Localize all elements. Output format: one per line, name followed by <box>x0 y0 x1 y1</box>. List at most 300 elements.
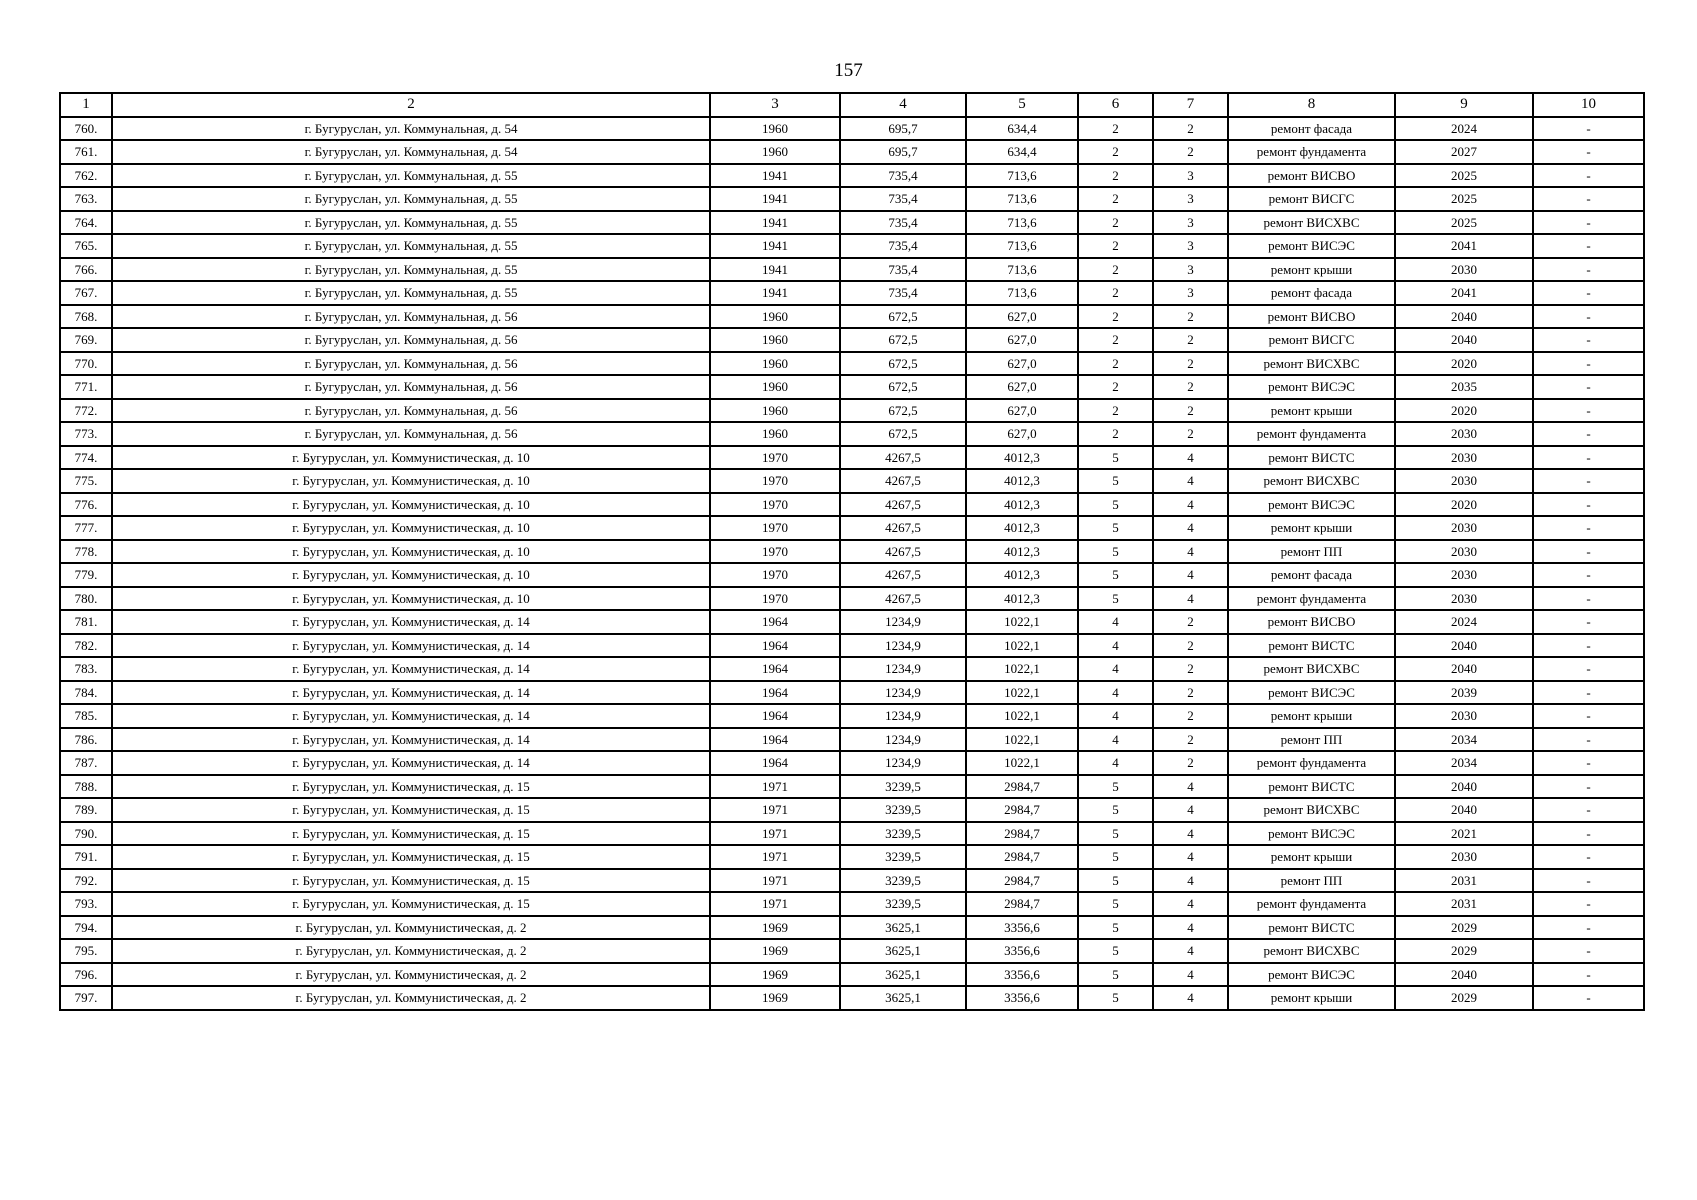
total-area-cell: 672,5 <box>840 375 966 399</box>
address-cell: г. Бугуруслан, ул. Коммунальная, д. 56 <box>112 305 710 329</box>
row-number-cell: 764. <box>60 211 112 235</box>
floors-cell: 4 <box>1078 634 1153 658</box>
row-number-cell: 792. <box>60 869 112 893</box>
entrances-cell: 3 <box>1153 234 1228 258</box>
living-area-cell: 3356,6 <box>966 916 1078 940</box>
address-cell: г. Бугуруслан, ул. Коммунистическая, д. 14 <box>112 728 710 752</box>
planned-year-cell: 2034 <box>1395 728 1533 752</box>
work-type-cell: ремонт фундамента <box>1228 751 1395 775</box>
address-cell: г. Бугуруслан, ул. Коммунистическая, д. 14 <box>112 610 710 634</box>
work-type-cell: ремонт крыши <box>1228 516 1395 540</box>
floors-cell: 4 <box>1078 704 1153 728</box>
planned-year-cell: 2039 <box>1395 681 1533 705</box>
work-type-cell: ремонт крыши <box>1228 845 1395 869</box>
year-cell: 1970 <box>710 493 840 517</box>
living-area-cell: 627,0 <box>966 375 1078 399</box>
year-cell: 1941 <box>710 234 840 258</box>
entrances-cell: 3 <box>1153 258 1228 282</box>
floors-cell: 4 <box>1078 728 1153 752</box>
planned-year-cell: 2021 <box>1395 822 1533 846</box>
work-type-cell: ремонт ВИСГС <box>1228 328 1395 352</box>
table-row <box>60 845 1644 869</box>
address-cell: г. Бугуруслан, ул. Коммунистическая, д. 15 <box>112 798 710 822</box>
planned-year-cell: 2030 <box>1395 563 1533 587</box>
entrances-cell: 4 <box>1153 446 1228 470</box>
table-row <box>60 728 1644 752</box>
work-type-cell: ремонт ВИСВО <box>1228 164 1395 188</box>
living-area-cell: 4012,3 <box>966 540 1078 564</box>
year-cell: 1960 <box>710 140 840 164</box>
living-area-cell: 3356,6 <box>966 939 1078 963</box>
total-area-cell: 672,5 <box>840 352 966 376</box>
floors-cell: 5 <box>1078 516 1153 540</box>
year-cell: 1941 <box>710 258 840 282</box>
table-row <box>60 493 1644 517</box>
living-area-cell: 4012,3 <box>966 516 1078 540</box>
entrances-cell: 4 <box>1153 845 1228 869</box>
year-cell: 1960 <box>710 399 840 423</box>
note-cell: - <box>1533 657 1644 681</box>
planned-year-cell: 2030 <box>1395 258 1533 282</box>
row-number-cell: 785. <box>60 704 112 728</box>
table-row <box>60 869 1644 893</box>
table-row <box>60 775 1644 799</box>
address-cell: г. Бугуруслан, ул. Коммунистическая, д. 2 <box>112 916 710 940</box>
note-cell: - <box>1533 798 1644 822</box>
living-area-cell: 1022,1 <box>966 657 1078 681</box>
year-cell: 1970 <box>710 563 840 587</box>
entrances-cell: 4 <box>1153 587 1228 611</box>
entrances-cell: 4 <box>1153 516 1228 540</box>
living-area-cell: 4012,3 <box>966 563 1078 587</box>
row-number-cell: 784. <box>60 681 112 705</box>
floors-cell: 2 <box>1078 211 1153 235</box>
row-number-cell: 775. <box>60 469 112 493</box>
row-number-cell: 781. <box>60 610 112 634</box>
planned-year-cell: 2029 <box>1395 939 1533 963</box>
row-number-cell: 770. <box>60 352 112 376</box>
living-area-cell: 2984,7 <box>966 775 1078 799</box>
entrances-cell: 2 <box>1153 328 1228 352</box>
entrances-cell: 4 <box>1153 493 1228 517</box>
planned-year-cell: 2041 <box>1395 281 1533 305</box>
note-cell: - <box>1533 775 1644 799</box>
living-area-cell: 713,6 <box>966 281 1078 305</box>
row-number-cell: 777. <box>60 516 112 540</box>
address-cell: г. Бугуруслан, ул. Коммунистическая, д. 2 <box>112 939 710 963</box>
address-cell: г. Бугуруслан, ул. Коммунальная, д. 56 <box>112 375 710 399</box>
address-cell: г. Бугуруслан, ул. Коммунальная, д. 55 <box>112 187 710 211</box>
total-area-cell: 1234,9 <box>840 704 966 728</box>
table-row <box>60 540 1644 564</box>
work-type-cell: ремонт ВИСХВС <box>1228 211 1395 235</box>
entrances-cell: 4 <box>1153 540 1228 564</box>
living-area-cell: 713,6 <box>966 258 1078 282</box>
work-type-cell: ремонт ВИСЭС <box>1228 822 1395 846</box>
year-cell: 1970 <box>710 540 840 564</box>
year-cell: 1964 <box>710 681 840 705</box>
floors-cell: 5 <box>1078 446 1153 470</box>
planned-year-cell: 2034 <box>1395 751 1533 775</box>
note-cell: - <box>1533 869 1644 893</box>
address-cell: г. Бугуруслан, ул. Коммунальная, д. 55 <box>112 258 710 282</box>
total-area-cell: 1234,9 <box>840 681 966 705</box>
address-cell: г. Бугуруслан, ул. Коммунальная, д. 56 <box>112 422 710 446</box>
year-cell: 1964 <box>710 728 840 752</box>
work-type-cell: ремонт ПП <box>1228 869 1395 893</box>
work-type-cell: ремонт ПП <box>1228 728 1395 752</box>
address-cell: г. Бугуруслан, ул. Коммунистическая, д. 10 <box>112 540 710 564</box>
table-row <box>60 798 1644 822</box>
note-cell: - <box>1533 892 1644 916</box>
living-area-cell: 2984,7 <box>966 798 1078 822</box>
entrances-cell: 3 <box>1153 164 1228 188</box>
work-type-cell: ремонт ВИСХВС <box>1228 798 1395 822</box>
year-cell: 1960 <box>710 422 840 446</box>
note-cell: - <box>1533 164 1644 188</box>
floors-cell: 2 <box>1078 422 1153 446</box>
floors-cell: 4 <box>1078 610 1153 634</box>
planned-year-cell: 2035 <box>1395 375 1533 399</box>
row-number-cell: 769. <box>60 328 112 352</box>
work-type-cell: ремонт ВИСЭС <box>1228 493 1395 517</box>
table-row <box>60 986 1644 1010</box>
address-cell: г. Бугуруслан, ул. Коммунальная, д. 56 <box>112 399 710 423</box>
address-cell: г. Бугуруслан, ул. Коммунальная, д. 55 <box>112 211 710 235</box>
living-area-cell: 627,0 <box>966 305 1078 329</box>
work-type-cell: ремонт ВИСВО <box>1228 305 1395 329</box>
entrances-cell: 4 <box>1153 939 1228 963</box>
column-header: 7 <box>1153 93 1228 117</box>
living-area-cell: 1022,1 <box>966 610 1078 634</box>
note-cell: - <box>1533 540 1644 564</box>
note-cell: - <box>1533 587 1644 611</box>
note-cell: - <box>1533 469 1644 493</box>
floors-cell: 5 <box>1078 822 1153 846</box>
floors-cell: 5 <box>1078 798 1153 822</box>
total-area-cell: 4267,5 <box>840 446 966 470</box>
planned-year-cell: 2020 <box>1395 352 1533 376</box>
work-type-cell: ремонт фундамента <box>1228 587 1395 611</box>
work-type-cell: ремонт ВИСГС <box>1228 187 1395 211</box>
living-area-cell: 2984,7 <box>966 845 1078 869</box>
planned-year-cell: 2025 <box>1395 211 1533 235</box>
floors-cell: 2 <box>1078 305 1153 329</box>
address-cell: г. Бугуруслан, ул. Коммунистическая, д. 10 <box>112 563 710 587</box>
year-cell: 1969 <box>710 963 840 987</box>
total-area-cell: 735,4 <box>840 234 966 258</box>
total-area-cell: 4267,5 <box>840 469 966 493</box>
floors-cell: 2 <box>1078 187 1153 211</box>
total-area-cell: 3239,5 <box>840 822 966 846</box>
entrances-cell: 4 <box>1153 986 1228 1010</box>
year-cell: 1969 <box>710 986 840 1010</box>
planned-year-cell: 2024 <box>1395 610 1533 634</box>
planned-year-cell: 2040 <box>1395 963 1533 987</box>
row-number-cell: 791. <box>60 845 112 869</box>
total-area-cell: 672,5 <box>840 399 966 423</box>
year-cell: 1964 <box>710 610 840 634</box>
floors-cell: 2 <box>1078 234 1153 258</box>
planned-year-cell: 2029 <box>1395 986 1533 1010</box>
floors-cell: 2 <box>1078 375 1153 399</box>
living-area-cell: 3356,6 <box>966 963 1078 987</box>
note-cell: - <box>1533 845 1644 869</box>
floors-cell: 2 <box>1078 399 1153 423</box>
address-cell: г. Бугуруслан, ул. Коммунистическая, д. 15 <box>112 892 710 916</box>
total-area-cell: 672,5 <box>840 328 966 352</box>
planned-year-cell: 2030 <box>1395 704 1533 728</box>
floors-cell: 5 <box>1078 939 1153 963</box>
entrances-cell: 2 <box>1153 399 1228 423</box>
entrances-cell: 4 <box>1153 963 1228 987</box>
note-cell: - <box>1533 704 1644 728</box>
planned-year-cell: 2030 <box>1395 422 1533 446</box>
planned-year-cell: 2024 <box>1395 117 1533 141</box>
table-row <box>60 305 1644 329</box>
year-cell: 1964 <box>710 751 840 775</box>
address-cell: г. Бугуруслан, ул. Коммунистическая, д. 15 <box>112 822 710 846</box>
table-row <box>60 399 1644 423</box>
note-cell: - <box>1533 963 1644 987</box>
year-cell: 1971 <box>710 845 840 869</box>
note-cell: - <box>1533 399 1644 423</box>
living-area-cell: 627,0 <box>966 399 1078 423</box>
table-row <box>60 587 1644 611</box>
floors-cell: 2 <box>1078 258 1153 282</box>
note-cell: - <box>1533 305 1644 329</box>
work-type-cell: ремонт фасада <box>1228 563 1395 587</box>
year-cell: 1941 <box>710 281 840 305</box>
living-area-cell: 2984,7 <box>966 822 1078 846</box>
table-row <box>60 258 1644 282</box>
table-row <box>60 939 1644 963</box>
floors-cell: 2 <box>1078 328 1153 352</box>
note-cell: - <box>1533 493 1644 517</box>
table-row <box>60 516 1644 540</box>
planned-year-cell: 2030 <box>1395 540 1533 564</box>
row-number-cell: 767. <box>60 281 112 305</box>
address-cell: г. Бугуруслан, ул. Коммунистическая, д. 15 <box>112 869 710 893</box>
year-cell: 1964 <box>710 704 840 728</box>
year-cell: 1960 <box>710 117 840 141</box>
address-cell: г. Бугуруслан, ул. Коммунальная, д. 54 <box>112 117 710 141</box>
address-cell: г. Бугуруслан, ул. Коммунистическая, д. 14 <box>112 751 710 775</box>
entrances-cell: 2 <box>1153 634 1228 658</box>
living-area-cell: 4012,3 <box>966 446 1078 470</box>
living-area-cell: 627,0 <box>966 422 1078 446</box>
total-area-cell: 1234,9 <box>840 634 966 658</box>
row-number-cell: 765. <box>60 234 112 258</box>
work-type-cell: ремонт ВИСТС <box>1228 634 1395 658</box>
floors-cell: 5 <box>1078 892 1153 916</box>
total-area-cell: 1234,9 <box>840 751 966 775</box>
year-cell: 1971 <box>710 775 840 799</box>
note-cell: - <box>1533 610 1644 634</box>
entrances-cell: 3 <box>1153 281 1228 305</box>
living-area-cell: 713,6 <box>966 234 1078 258</box>
note-cell: - <box>1533 751 1644 775</box>
entrances-cell: 2 <box>1153 352 1228 376</box>
planned-year-cell: 2020 <box>1395 493 1533 517</box>
address-cell: г. Бугуруслан, ул. Коммунистическая, д. 10 <box>112 446 710 470</box>
entrances-cell: 2 <box>1153 610 1228 634</box>
row-number-cell: 789. <box>60 798 112 822</box>
row-number-cell: 796. <box>60 963 112 987</box>
note-cell: - <box>1533 281 1644 305</box>
row-number-cell: 797. <box>60 986 112 1010</box>
table-body <box>60 117 1644 1010</box>
table-row <box>60 211 1644 235</box>
total-area-cell: 3625,1 <box>840 916 966 940</box>
planned-year-cell: 2040 <box>1395 305 1533 329</box>
planned-year-cell: 2040 <box>1395 775 1533 799</box>
floors-cell: 5 <box>1078 963 1153 987</box>
work-type-cell: ремонт ВИСЭС <box>1228 681 1395 705</box>
living-area-cell: 1022,1 <box>966 681 1078 705</box>
work-type-cell: ремонт ВИСТС <box>1228 916 1395 940</box>
address-cell: г. Бугуруслан, ул. Коммунистическая, д. 14 <box>112 704 710 728</box>
column-header: 1 <box>60 93 112 117</box>
row-number-cell: 790. <box>60 822 112 846</box>
total-area-cell: 1234,9 <box>840 728 966 752</box>
living-area-cell: 1022,1 <box>966 751 1078 775</box>
row-number-cell: 794. <box>60 916 112 940</box>
repair-schedule-table <box>59 92 1645 1011</box>
total-area-cell: 3239,5 <box>840 845 966 869</box>
table-row <box>60 704 1644 728</box>
note-cell: - <box>1533 563 1644 587</box>
note-cell: - <box>1533 916 1644 940</box>
planned-year-cell: 2040 <box>1395 657 1533 681</box>
planned-year-cell: 2031 <box>1395 869 1533 893</box>
planned-year-cell: 2041 <box>1395 234 1533 258</box>
total-area-cell: 3625,1 <box>840 986 966 1010</box>
floors-cell: 5 <box>1078 469 1153 493</box>
note-cell: - <box>1533 986 1644 1010</box>
floors-cell: 4 <box>1078 681 1153 705</box>
row-number-cell: 787. <box>60 751 112 775</box>
table-row <box>60 352 1644 376</box>
row-number-cell: 776. <box>60 493 112 517</box>
year-cell: 1960 <box>710 352 840 376</box>
planned-year-cell: 2030 <box>1395 516 1533 540</box>
living-area-cell: 713,6 <box>966 211 1078 235</box>
floors-cell: 5 <box>1078 916 1153 940</box>
living-area-cell: 1022,1 <box>966 634 1078 658</box>
entrances-cell: 4 <box>1153 469 1228 493</box>
table-row <box>60 916 1644 940</box>
address-cell: г. Бугуруслан, ул. Коммунистическая, д. 15 <box>112 845 710 869</box>
row-number-cell: 762. <box>60 164 112 188</box>
total-area-cell: 4267,5 <box>840 540 966 564</box>
total-area-cell: 672,5 <box>840 422 966 446</box>
floors-cell: 2 <box>1078 281 1153 305</box>
row-number-cell: 783. <box>60 657 112 681</box>
note-cell: - <box>1533 375 1644 399</box>
total-area-cell: 3239,5 <box>840 892 966 916</box>
total-area-cell: 3239,5 <box>840 869 966 893</box>
note-cell: - <box>1533 211 1644 235</box>
address-cell: г. Бугуруслан, ул. Коммунистическая, д. 14 <box>112 657 710 681</box>
table-row <box>60 375 1644 399</box>
note-cell: - <box>1533 728 1644 752</box>
total-area-cell: 735,4 <box>840 187 966 211</box>
column-header: 9 <box>1395 93 1533 117</box>
row-number-cell: 782. <box>60 634 112 658</box>
address-cell: г. Бугуруслан, ул. Коммунистическая, д. 15 <box>112 775 710 799</box>
note-cell: - <box>1533 352 1644 376</box>
row-number-cell: 780. <box>60 587 112 611</box>
year-cell: 1970 <box>710 587 840 611</box>
entrances-cell: 2 <box>1153 375 1228 399</box>
table-row <box>60 634 1644 658</box>
floors-cell: 5 <box>1078 775 1153 799</box>
entrances-cell: 4 <box>1153 798 1228 822</box>
floors-cell: 5 <box>1078 845 1153 869</box>
table-row <box>60 187 1644 211</box>
entrances-cell: 2 <box>1153 681 1228 705</box>
year-cell: 1971 <box>710 869 840 893</box>
address-cell: г. Бугуруслан, ул. Коммунистическая, д. 10 <box>112 587 710 611</box>
living-area-cell: 627,0 <box>966 328 1078 352</box>
floors-cell: 5 <box>1078 986 1153 1010</box>
living-area-cell: 2984,7 <box>966 869 1078 893</box>
address-cell: г. Бугуруслан, ул. Коммунистическая, д. 10 <box>112 516 710 540</box>
entrances-cell: 2 <box>1153 140 1228 164</box>
address-cell: г. Бугуруслан, ул. Коммунистическая, д. 14 <box>112 681 710 705</box>
planned-year-cell: 2040 <box>1395 328 1533 352</box>
total-area-cell: 1234,9 <box>840 610 966 634</box>
planned-year-cell: 2027 <box>1395 140 1533 164</box>
planned-year-cell: 2029 <box>1395 916 1533 940</box>
note-cell: - <box>1533 446 1644 470</box>
note-cell: - <box>1533 140 1644 164</box>
address-cell: г. Бугуруслан, ул. Коммунистическая, д. 10 <box>112 493 710 517</box>
planned-year-cell: 2020 <box>1395 399 1533 423</box>
planned-year-cell: 2040 <box>1395 634 1533 658</box>
total-area-cell: 672,5 <box>840 305 966 329</box>
total-area-cell: 4267,5 <box>840 563 966 587</box>
table-row <box>60 164 1644 188</box>
entrances-cell: 2 <box>1153 657 1228 681</box>
row-number-cell: 788. <box>60 775 112 799</box>
year-cell: 1970 <box>710 516 840 540</box>
planned-year-cell: 2030 <box>1395 845 1533 869</box>
living-area-cell: 1022,1 <box>966 704 1078 728</box>
address-cell: г. Бугуруслан, ул. Коммунальная, д. 54 <box>112 140 710 164</box>
address-cell: г. Бугуруслан, ул. Коммунистическая, д. 2 <box>112 963 710 987</box>
header-row <box>60 93 1644 117</box>
entrances-cell: 2 <box>1153 422 1228 446</box>
year-cell: 1960 <box>710 375 840 399</box>
row-number-cell: 786. <box>60 728 112 752</box>
entrances-cell: 4 <box>1153 775 1228 799</box>
table-row <box>60 281 1644 305</box>
total-area-cell: 695,7 <box>840 140 966 164</box>
table-row <box>60 469 1644 493</box>
planned-year-cell: 2040 <box>1395 798 1533 822</box>
table-row <box>60 610 1644 634</box>
planned-year-cell: 2030 <box>1395 587 1533 611</box>
table-row <box>60 657 1644 681</box>
address-cell: г. Бугуруслан, ул. Коммунальная, д. 56 <box>112 328 710 352</box>
work-type-cell: ремонт крыши <box>1228 704 1395 728</box>
floors-cell: 5 <box>1078 540 1153 564</box>
total-area-cell: 735,4 <box>840 211 966 235</box>
note-cell: - <box>1533 822 1644 846</box>
year-cell: 1971 <box>710 798 840 822</box>
